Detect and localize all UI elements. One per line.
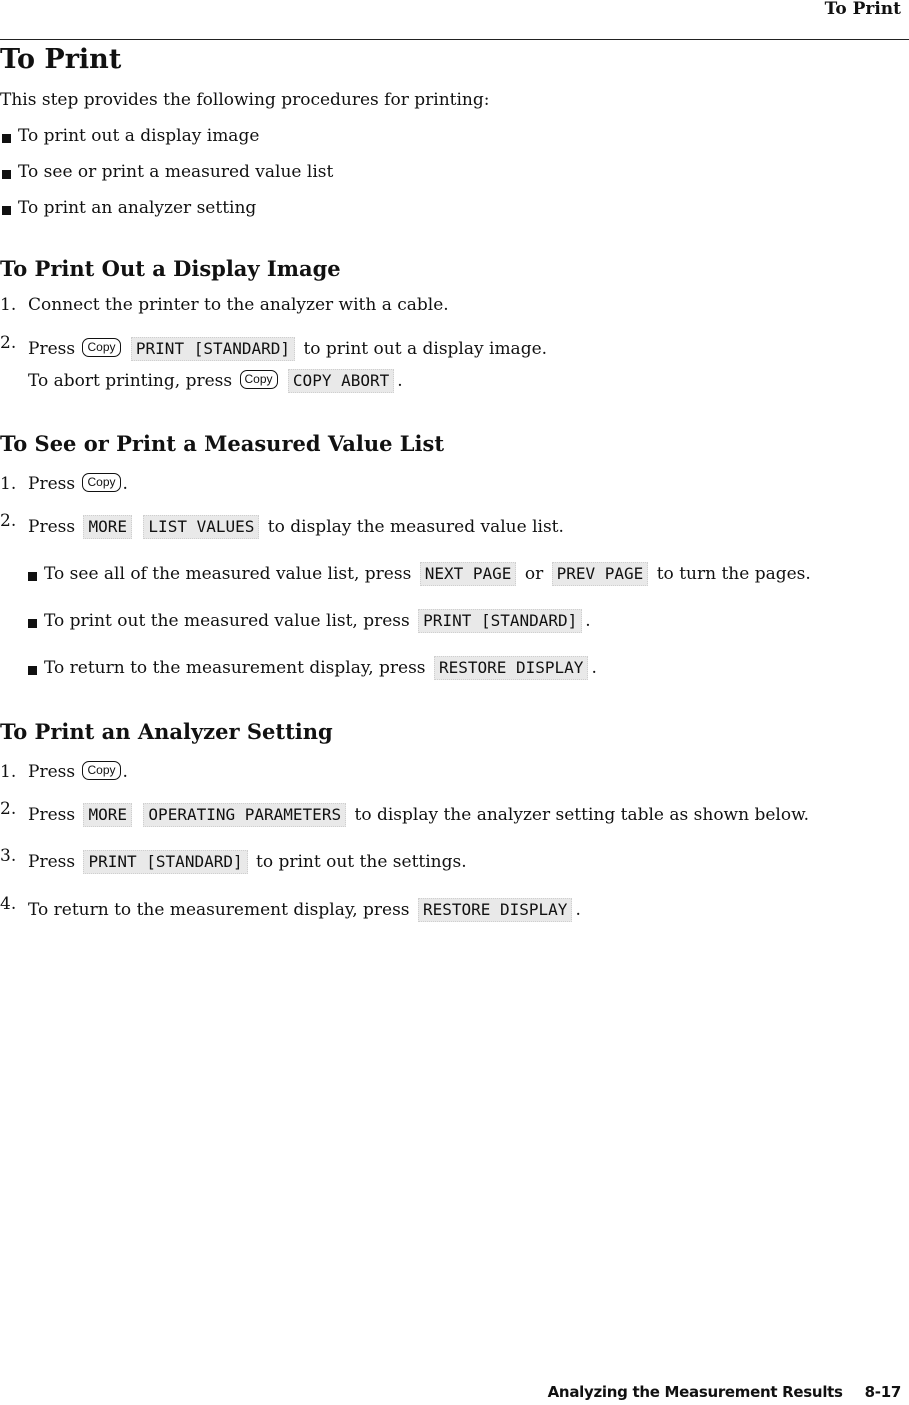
print-standard-softkey[interactable]: PRINT [STANDARD] <box>418 609 582 633</box>
s2-step-1: 1. Press Copy . <box>0 474 128 494</box>
bullet-square-icon <box>2 170 11 179</box>
s1-abort-note: To abort printing, press Copy COPY ABORT . <box>28 371 403 391</box>
section-heading-print-display: To Print Out a Display Image <box>0 256 341 281</box>
copy-hardkey[interactable]: Copy <box>82 473 120 492</box>
restore-display-softkey[interactable]: RESTORE DISPLAY <box>434 656 589 680</box>
s3-step-1: 1. Press Copy . <box>0 762 128 782</box>
copy-hardkey[interactable]: Copy <box>82 761 120 780</box>
intro-bullet-3: To print an analyzer setting <box>2 198 256 218</box>
more-softkey[interactable]: MORE <box>83 515 132 539</box>
page-title: To Print <box>0 44 122 75</box>
intro-bullet-2: To see or print a measured value list <box>2 162 333 182</box>
restore-display-softkey[interactable]: RESTORE DISPLAY <box>418 898 573 922</box>
footer-chapter-title: Analyzing the Measurement Results <box>547 1383 843 1401</box>
s2-bullet-pages: To see all of the measured value list, press NEXT PAGE or PREV PAGE to turn the pages. <box>28 562 811 586</box>
s2-step-2: 2. Press MORE LIST VALUES to display the measured value list. <box>0 511 564 537</box>
bullet-square-icon <box>28 666 37 675</box>
section-heading-analyzer-setting: To Print an Analyzer Setting <box>0 719 333 744</box>
s2-bullet-restore: To return to the measurement display, press RESTORE DISPLAY . <box>28 656 597 680</box>
page-footer <box>526 1383 901 1401</box>
s1-step-1: 1. Connect the printer to the analyzer with a cable. <box>0 295 449 315</box>
bullet-square-icon <box>28 572 37 581</box>
copy-hardkey[interactable]: Copy <box>82 338 120 357</box>
s3-step-3: 3. Press PRINT [STANDARD] to print out the settings. <box>0 846 467 872</box>
next-page-softkey[interactable]: NEXT PAGE <box>420 562 517 586</box>
header-rule <box>0 39 909 40</box>
print-standard-softkey[interactable]: PRINT [STANDARD] <box>83 850 247 874</box>
prev-page-softkey[interactable]: PREV PAGE <box>552 562 649 586</box>
s1-step-2: 2. Press Copy PRINT [STANDARD] to print out a display image. <box>0 333 548 359</box>
operating-parameters-softkey[interactable]: OPERATING PARAMETERS <box>143 803 346 827</box>
s2-bullet-print: To print out the measured value list, press PRINT [STANDARD] . <box>28 609 591 633</box>
copy-abort-softkey[interactable]: COPY ABORT <box>288 369 394 393</box>
intro-bullet-1: To print out a display image <box>2 126 259 146</box>
more-softkey[interactable]: MORE <box>83 803 132 827</box>
running-head: To Print <box>824 0 901 19</box>
copy-hardkey[interactable]: Copy <box>240 370 278 389</box>
bullet-square-icon <box>28 619 37 628</box>
footer-page-number: 8-17 <box>864 1383 901 1401</box>
print-standard-softkey[interactable]: PRINT [STANDARD] <box>131 337 295 361</box>
bullet-square-icon <box>2 206 11 215</box>
list-values-softkey[interactable]: LIST VALUES <box>143 515 259 539</box>
section-heading-value-list: To See or Print a Measured Value List <box>0 431 445 456</box>
intro-text: This step provides the following procedures for printing: <box>0 90 490 110</box>
bullet-square-icon <box>2 134 11 143</box>
s3-step-4: 4. To return to the measurement display, press RESTORE DISPLAY . <box>0 894 581 920</box>
s3-step-2: 2. Press MORE OPERATING PARAMETERS to display the analyzer setting table as shown below. <box>0 799 810 825</box>
